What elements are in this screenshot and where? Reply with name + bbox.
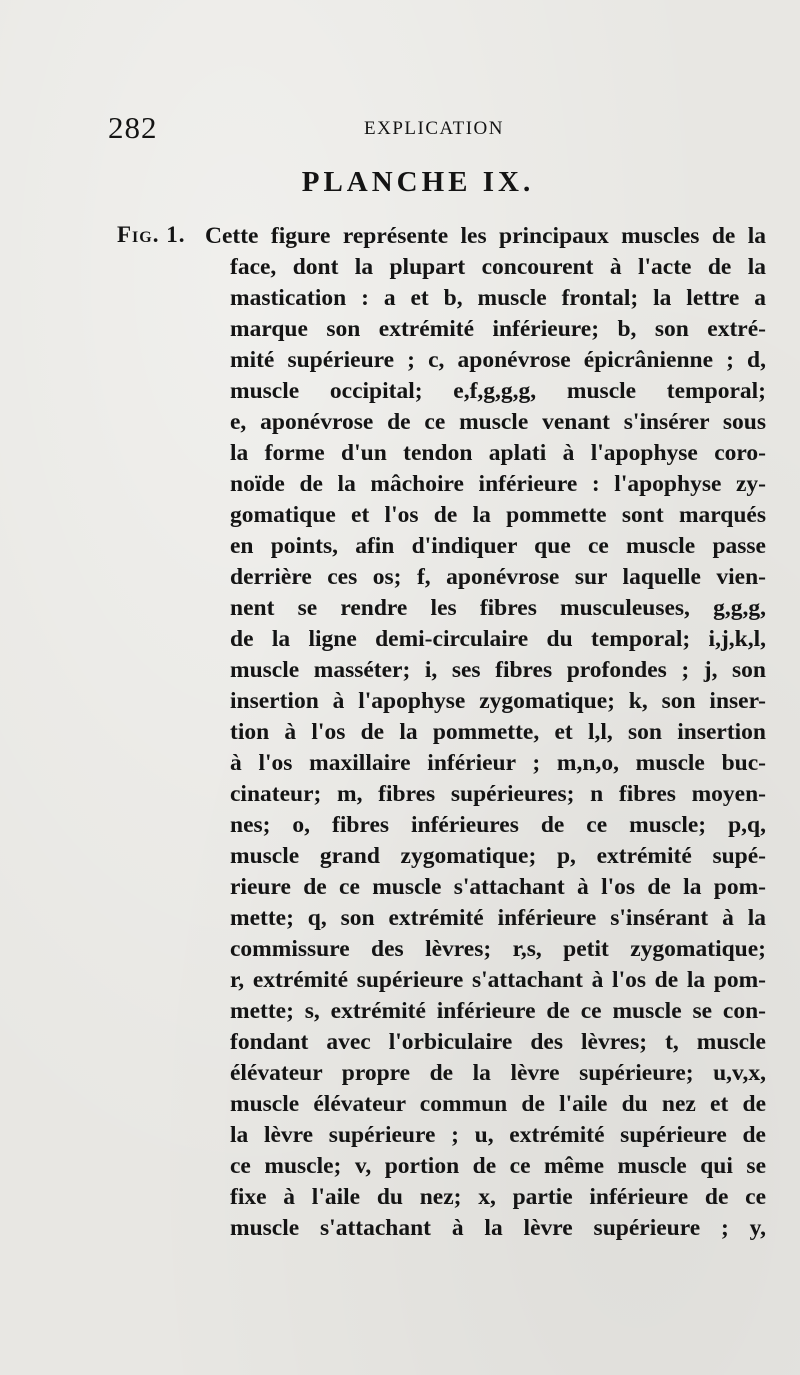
text-line: muscle s'attachant à la lèvre supérieure ; y, [230, 1215, 766, 1241]
text-line: la forme d'un tendon aplati à l'apophyse coro- [230, 440, 766, 466]
text-line: mette; q, son extrémité inférieure s'insérant à la [230, 905, 766, 931]
text-line: insertion à l'apophyse zygomatique; k, son inser- [230, 688, 766, 714]
text-line: Cette figure représente les principaux muscles de la [205, 223, 766, 249]
text-line: à l'os maxillaire inférieur ; m,n,o, muscle buc- [230, 750, 766, 776]
text-line: muscle occipital; e,f,g,g,g, muscle temporal; [230, 378, 766, 404]
text-line: en points, afin d'indiquer que ce muscle passe [230, 533, 766, 559]
text-line: marque son extrémité inférieure; b, son extré- [230, 316, 766, 342]
text-line: nent se rendre les fibres musculeuses, g,g,g, [230, 595, 766, 621]
text-line: muscle masséter; i, ses fibres profondes ; j, son [230, 657, 766, 683]
text-line: mastication : a et b, muscle frontal; la lettre a [230, 285, 766, 311]
text-line: nes; o, fibres inférieures de ce muscle; p,q, [230, 812, 766, 838]
text-line: commissure des lèvres; r,s, petit zygomatique; [230, 936, 766, 962]
text-line: cinateur; m, fibres supérieures; n fibres moyen- [230, 781, 766, 807]
text-line: derrière ces os; f, aponévrose sur laquelle vien- [230, 564, 766, 590]
text-line: ce muscle; v, portion de ce même muscle qui se [230, 1153, 766, 1179]
plate-title: PLANCHE IX. [301, 166, 535, 198]
text-line: fixe à l'aile du nez; x, partie inférieure de ce [230, 1184, 766, 1210]
page-number: 282 [108, 110, 158, 145]
text-line: fondant avec l'orbiculaire des lèvres; t, muscle [230, 1029, 766, 1055]
text-line: r, extrémité supérieure s'attachant à l'os de la pom- [230, 967, 766, 993]
text-line: mité supérieure ; c, aponévrose épicrânienne ; d, [230, 347, 766, 373]
text-line: la lèvre supérieure ; u, extrémité supérieure de [230, 1122, 766, 1148]
text-line: rieure de ce muscle s'attachant à l'os de la pom- [230, 874, 766, 900]
text-line: élévateur propre de la lèvre supérieure; u,v,x, [230, 1060, 766, 1086]
text-line: tion à l'os de la pommette, et l,l, son insertion [230, 719, 766, 745]
text-line: noïde de la mâchoire inférieure : l'apophyse zy- [230, 471, 766, 497]
text-line: muscle élévateur commun de l'aile du nez et de [230, 1091, 766, 1117]
text-line: gomatique et l'os de la pommette sont marqués [230, 502, 766, 528]
figure-label: Fig. 1. [117, 222, 186, 247]
text-line: muscle grand zygomatique; p, extrémité supé- [230, 843, 766, 869]
text-line: de la ligne demi-circulaire du temporal; i,j,k,l, [230, 626, 766, 652]
text-line: mette; s, extrémité inférieure de ce muscle se con- [230, 998, 766, 1024]
text-line: face, dont la plupart concourent à l'acte de la [230, 254, 766, 280]
running-head: EXPLICATION [364, 118, 504, 139]
text-line: e, aponévrose de ce muscle venant s'insérer sous [230, 409, 766, 435]
